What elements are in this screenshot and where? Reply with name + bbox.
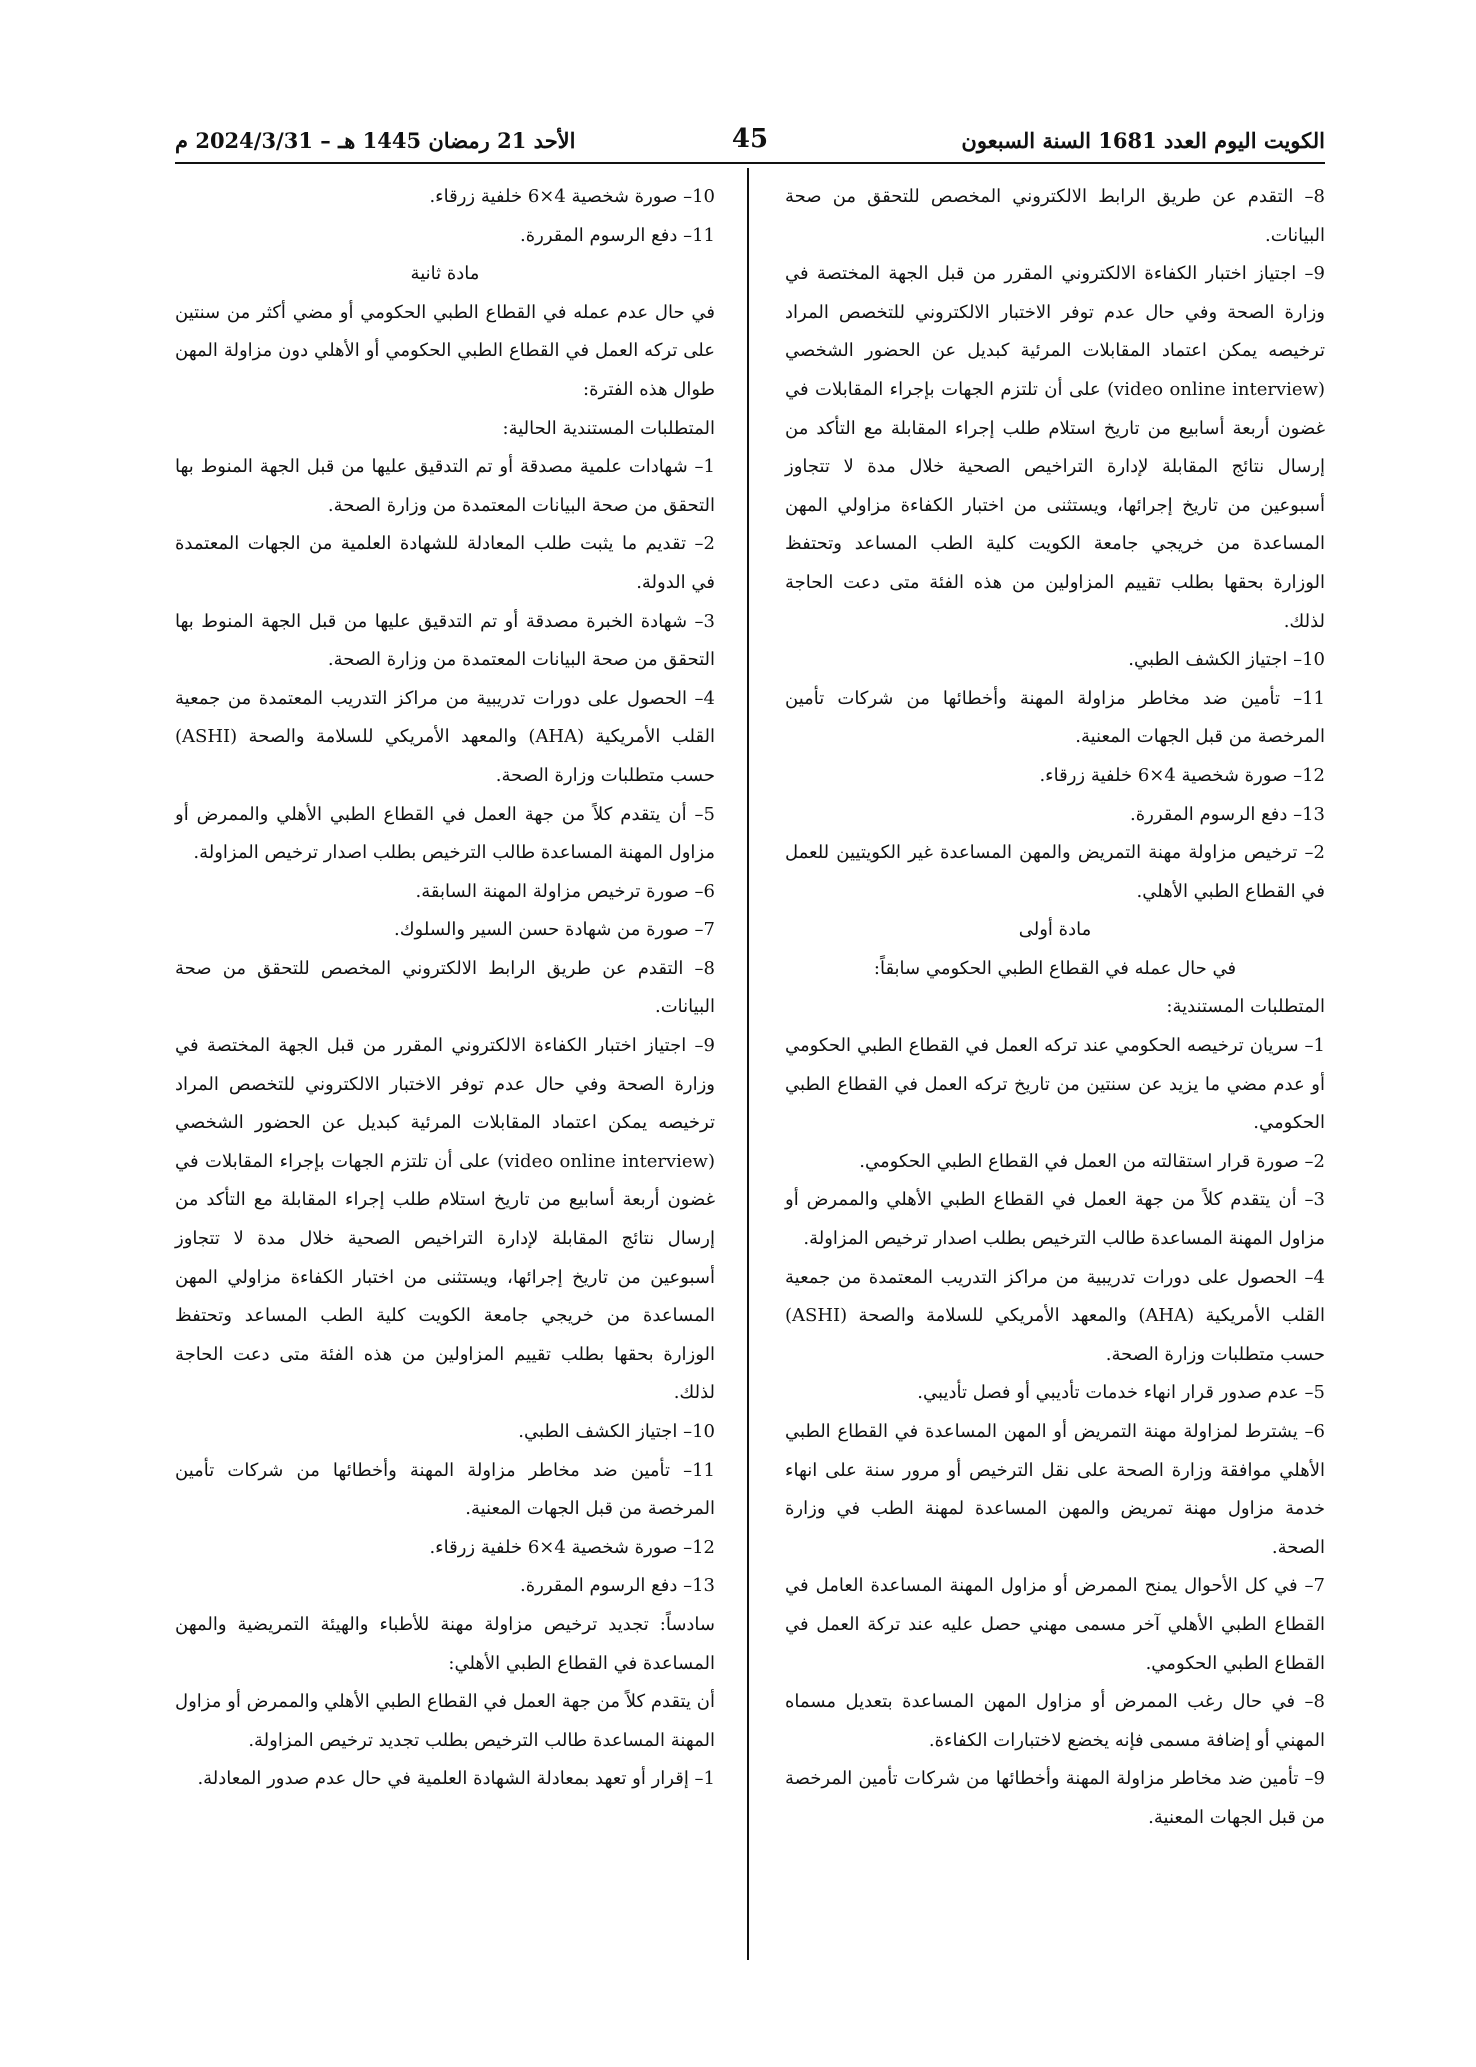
paragraph: 1– شهادات علمية مصدقة أو تم التدقيق عليها من قبل الجهة المنوط بها التحقق من صحة البيانات المعتمدة من وزارة الصحة. <box>175 456 715 516</box>
paragraph: المتطلبات المستندية: <box>1166 996 1325 1018</box>
paragraph: 10– اجتياز الكشف الطبي. <box>1128 649 1325 671</box>
paragraph: 3– شهادة الخبرة مصدقة أو تم التدقيق عليها من قبل الجهة المنوط بها التحقق من صحة البيانات المعتمدة من وزارة الصحة. <box>175 610 715 671</box>
paragraph: 3– أن يتقدم كلاً من جهة العمل في القطاع الطبي الأهلي والممرض أو مزاول المهنة المساعدة طالب الترخيص بطلب اصدار ترخيص المزاولة. <box>785 1189 1325 1250</box>
page-header <box>175 118 1325 166</box>
right-column <box>785 178 1325 1838</box>
paragraph: 10– اجتياز الكشف الطبي. <box>518 1421 715 1442</box>
paragraph: 10– صورة شخصية 4×6 خلفية زرقاء. <box>429 186 715 207</box>
paragraph: 8– التقدم عن طريق الرابط الالكتروني المخصص للتحقق من صحة البيانات. <box>785 186 1325 246</box>
paragraph: 5– عدم صدور قرار انهاء خدمات تأديبي أو فصل تأديبي. <box>917 1382 1325 1404</box>
header-issue-info: الكويت اليوم العدد 1681 السنة السبعون <box>961 128 1325 153</box>
paragraph: 2– صورة قرار استقالته من العمل في القطاع الطبي الحكومي. <box>859 1150 1325 1172</box>
paragraph: 7– في كل الأحوال يمنح الممرض أو مزاول المهنة المساعدة العامل في القطاع الطبي الأهلي آخر مسمى مهني حصل عليه عند تركة العمل في القطاع الطبي الحكومي. <box>785 1575 1325 1674</box>
paragraph: 2– تقديم ما يثبت طلب المعادلة للشهادة العلمية من الجهات المعتمدة في الدولة. <box>175 533 715 593</box>
paragraph: 13– دفع الرسوم المقررة. <box>520 1575 715 1597</box>
paragraph: 13– دفع الرسوم المقررة. <box>1130 803 1325 825</box>
paragraph: 9– اجتياز اختبار الكفاءة الالكتروني المقرر من قبل الجهة المختصة في وزارة الصحة وفي حال عدم توفر الاختبار الالكتروني للتخصص المراد ترخيصه يمكن اعتماد المقابلات المرئية كبديل عن الحضور الشخصي (video online interview) على أن تلتزم الجهات بإجراء المقابلات في غضون أربعة أسابيع من تاريخ استلام طلب إجراء المقابلة مع التأكد من إرسال نتائج المقابلة لإدارة التراخيص الصحية خلال مدة لا تتجاوز أسبوعين من تاريخ إجرائها، ويستثنى من اختبار الكفاءة مزاولي المهن المساعدة من خريجي جامعة الكويت كلية الطب المساعد وتحتفظ الوزارة بحقها بطلب تقييم المزاولين من هذه الفئة متى دعت الحاجة لذلك. <box>175 1035 715 1404</box>
paragraph: 8– التقدم عن طريق الرابط الالكتروني المخصص للتحقق من صحة البيانات. <box>175 957 715 1018</box>
paragraph: 1– سريان ترخيصه الحكومي عند تركه العمل في القطاع الطبي الحكومي أو عدم مضي ما يزيد عن سنتين من تاريخ تركه العمل في القطاع الطبي الحكومي. <box>785 1035 1325 1134</box>
left-column <box>175 178 715 1799</box>
header-divider <box>175 162 1325 164</box>
paragraph: 9– اجتياز اختبار الكفاءة الالكتروني المقرر من قبل الجهة المختصة في وزارة الصحة وفي حال عدم توفر الاختبار الالكتروني للتخصص المراد ترخيصه يمكن اعتماد المقابلات المرئية كبديل عن الحضور الشخصي (video online interview) على أن تلتزم الجهات بإجراء المقابلات في غضون أربعة أسابيع من تاريخ استلام طلب إجراء المقابلة مع التأكد من إرسال نتائج المقابلة لإدارة التراخيص الصحية خلال مدة لا تتجاوز أسبوعين من تاريخ إجرائها، ويستثنى من اختبار الكفاءة مزاولي المهن المساعدة من خريجي جامعة الكويت كلية الطب المساعد وتحتفظ الوزارة بحقها بطلب تقييم المزاولين من هذه الفئة متى دعت الحاجة لذلك. <box>785 263 1325 632</box>
paragraph: 11– دفع الرسوم المقررة. <box>520 224 715 246</box>
paragraph: 11– تأمين ضد مخاطر مزاولة المهنة وأخطائها من شركات تأمين المرخصة من قبل الجهات المعنية. <box>785 687 1325 748</box>
paragraph: 4– الحصول على دورات تدريبية من مراكز التدريب المعتمدة من جمعية القلب الأمريكية (AHA) والمعهد الأمريكي للسلامة والصحة (ASHI) حسب متطلبات وزارة الصحة. <box>785 1266 1325 1365</box>
gazette-page <box>175 110 1325 2010</box>
section-subheading: في حال عمله في القطاع الطبي الحكومي سابقاً: <box>873 957 1237 979</box>
header-date: الأحد 21 رمضان 1445 هـ – 2024/3/31 م <box>175 128 576 153</box>
paragraph: في حال عدم عمله في القطاع الطبي الحكومي أو مضي أكثر من سنتين على تركه العمل في القطاع الطبي الحكومي أو الأهلي دون مزاولة المهن طوال هذه الفترة: <box>175 301 715 400</box>
paragraph: سادساً: تجديد ترخيص مزاولة مهنة للأطباء والهيئة التمريضية والمهن المساعدة في القطاع الطبي الأهلي: <box>175 1613 715 1674</box>
section-heading: مادة ثانية <box>410 263 480 285</box>
paragraph: 7– صورة من شهادة حسن السير والسلوك. <box>394 919 715 941</box>
paragraph: 6– يشترط لمزاولة مهنة التمريض أو المهن المساعدة في القطاع الطبي الأهلي موافقة وزارة الصحة على نقل الترخيص أو مرور سنة على انهاء خدمة مزاول مهنة تمريض والمهن المساعدة لمهنة الطب في وزارة الصحة. <box>785 1421 1325 1558</box>
paragraph: 11– تأمين ضد مخاطر مزاولة المهنة وأخطائها من شركات تأمين المرخصة من قبل الجهات المعنية. <box>175 1459 715 1520</box>
paragraph: 5– أن يتقدم كلاً من جهة العمل في القطاع الطبي الأهلي والممرض أو مزاول المهنة المساعدة طالب الترخيص بطلب اصدار ترخيص المزاولة. <box>175 803 715 864</box>
paragraph: أن يتقدم كلاً من جهة العمل في القطاع الطبي الأهلي والممرض أو مزاول المهنة المساعدة طالب الترخيص بطلب تجديد ترخيص المزاولة. <box>175 1691 715 1751</box>
paragraph: 6– صورة ترخيص مزاولة المهنة السابقة. <box>415 880 715 902</box>
section-heading: مادة أولى <box>1018 919 1092 941</box>
paragraph: 4– الحصول على دورات تدريبية من مراكز التدريب المعتمدة من جمعية القلب الأمريكية (AHA) والمعهد الأمريكي للسلامة والصحة (ASHI) حسب متطلبات وزارة الصحة. <box>175 687 715 786</box>
paragraph: 12– صورة شخصية 4×6 خلفية زرقاء. <box>429 1536 715 1558</box>
page-number: 45 <box>731 124 769 154</box>
paragraph: المتطلبات المستندية الحالية: <box>502 417 715 439</box>
paragraph: 2– ترخيص مزاولة مهنة التمريض والمهن المساعدة غير الكويتيين للعمل في القطاع الطبي الأهلي. <box>785 842 1325 902</box>
paragraph: 8– في حال رغب الممرض أو مزاول المهن المساعدة بتعديل مسماه المهني أو إضافة مسمى فإنه يخضع لاختبارات الكفاءة. <box>785 1691 1325 1751</box>
paragraph: 12– صورة شخصية 4×6 خلفية زرقاء. <box>1039 764 1325 786</box>
column-divider <box>747 168 749 1960</box>
paragraph: 9– تأمين ضد مخاطر مزاولة المهنة وأخطائها من شركات تأمين المرخصة من قبل الجهات المعنية. <box>785 1768 1325 1828</box>
paragraph: 1– إقرار أو تعهد بمعادلة الشهادة العلمية في حال عدم صدور المعادلة. <box>197 1768 715 1790</box>
